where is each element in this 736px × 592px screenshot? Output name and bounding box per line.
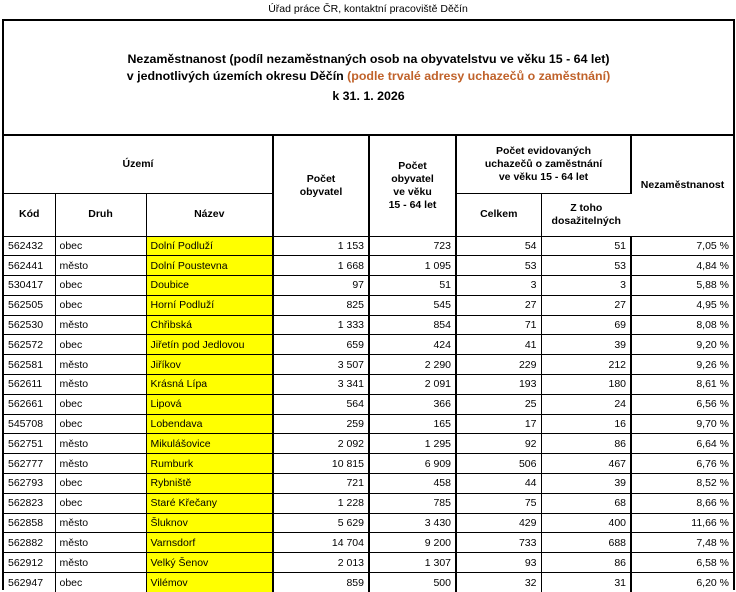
cell-nezamestnanost: 6,58 % bbox=[631, 553, 733, 573]
cell-nezamestnanost: 11,66 % bbox=[631, 513, 733, 533]
cell-nazev: Lobendava bbox=[146, 414, 273, 434]
cell-druh: město bbox=[55, 533, 146, 553]
cell-dosazitelnych: 39 bbox=[541, 335, 631, 355]
cell-nezamestnanost: 6,20 % bbox=[696, 576, 730, 589]
cell-nazev: Dolní Podluží bbox=[146, 236, 273, 256]
unemployment-table bbox=[4, 136, 733, 592]
cell-kod: 545708 bbox=[4, 414, 55, 434]
col-group-evidovani-label: Počet evidovaných uchazečů o zaměstnání ve věku 15 - 64 let bbox=[484, 144, 603, 183]
table-head bbox=[4, 136, 733, 236]
cell-pocet-obyvatel: 721 bbox=[273, 474, 369, 494]
cell-kod: 562858 bbox=[4, 513, 55, 533]
cell-celkem: 71 bbox=[456, 315, 541, 335]
cell-kod: 562611 bbox=[4, 375, 55, 395]
cell-nezamestnanost: 5,88 % bbox=[631, 276, 733, 296]
cell-celkem: 27 bbox=[456, 295, 541, 315]
cell-nazev: Lipová bbox=[146, 394, 273, 414]
cell-dosazitelnych: 212 bbox=[541, 355, 631, 375]
col-nazev: Název bbox=[146, 193, 273, 236]
cell-druh: město bbox=[55, 355, 146, 375]
cell-celkem: 733 bbox=[456, 533, 541, 553]
cell-dosazitelnych: 68 bbox=[541, 493, 631, 513]
table-row bbox=[4, 394, 733, 414]
cell-dosazitelnych: 467 bbox=[541, 454, 631, 474]
report-frame bbox=[2, 19, 735, 590]
cell-kod: 562661 bbox=[4, 394, 55, 414]
table-row bbox=[4, 474, 733, 494]
cell-dosazitelnych: 27 bbox=[541, 295, 631, 315]
cell-druh: obec bbox=[55, 573, 146, 592]
title-line-2-accent: (podle trvalé adresy uchazečů o zaměstnání) bbox=[347, 68, 611, 83]
table-row bbox=[4, 434, 733, 454]
title-line-2-main: v jednotlivých územích okresu Děčín bbox=[126, 68, 348, 83]
cell-pocet-obyvatel: 3 507 bbox=[273, 355, 369, 375]
cell-celkem: 32 bbox=[456, 573, 541, 592]
cell-kod: 562432 bbox=[4, 236, 55, 256]
cell-pocet-obyvatel-vek: 2 091 bbox=[369, 375, 456, 395]
table-row bbox=[4, 454, 733, 474]
cell-celkem: 193 bbox=[456, 375, 541, 395]
table-row bbox=[4, 493, 733, 513]
cell-nezamestnanost: 8,61 % bbox=[631, 375, 733, 395]
title-block bbox=[4, 21, 733, 136]
cell-pocet-obyvatel: 2 013 bbox=[273, 553, 369, 573]
cell-nezamestnanost: 9,26 % bbox=[631, 355, 733, 375]
table-row bbox=[4, 295, 733, 315]
cell-druh: obec bbox=[55, 276, 146, 296]
cell-pocet-obyvatel: 1 668 bbox=[273, 256, 369, 276]
cell-pocet-obyvatel: 10 815 bbox=[273, 454, 369, 474]
col-pocet-obyvatel-label: Počet obyvatel bbox=[299, 172, 343, 198]
cell-druh: město bbox=[55, 375, 146, 395]
cell-nazev: Staré Křečany bbox=[146, 493, 273, 513]
cell-nezamestnanost: 7,05 % bbox=[631, 236, 733, 256]
cell-celkem: 41 bbox=[456, 335, 541, 355]
cell-pocet-obyvatel-vek: 545 bbox=[369, 295, 456, 315]
cell-druh: město bbox=[55, 256, 146, 276]
cell-druh: obec bbox=[55, 493, 146, 513]
cell-nazev: Horní Podluží bbox=[146, 295, 273, 315]
table-row bbox=[4, 553, 733, 573]
table-row bbox=[4, 276, 733, 296]
col-kod: Kód bbox=[4, 193, 55, 236]
cell-celkem: 25 bbox=[456, 394, 541, 414]
cell-pocet-obyvatel: 2 092 bbox=[273, 434, 369, 454]
cell-celkem: 54 bbox=[456, 236, 541, 256]
cell-kod: 530417 bbox=[4, 276, 55, 296]
cell-druh: město bbox=[55, 315, 146, 335]
col-dosazitelnych bbox=[541, 193, 631, 236]
table-row bbox=[4, 375, 733, 395]
cell-kod: 562505 bbox=[4, 295, 55, 315]
cell-kod: 562581 bbox=[4, 355, 55, 375]
cell-celkem: 92 bbox=[456, 434, 541, 454]
cell-nezamestnanost: 6,56 % bbox=[631, 394, 733, 414]
table-row bbox=[4, 236, 733, 256]
cell-druh: obec bbox=[55, 474, 146, 494]
cell-nezamestnanost: 8,08 % bbox=[631, 315, 733, 335]
col-nezamestnanost: Nezaměstnanost bbox=[631, 136, 733, 236]
cell-celkem: 93 bbox=[456, 553, 541, 573]
col-pocet-obyvatel-vek-label: Počet obyvatel ve věku 15 - 64 let bbox=[388, 159, 437, 211]
cell-pocet-obyvatel-vek: 1 307 bbox=[369, 553, 456, 573]
cell-nazev: Krásná Lípa bbox=[146, 375, 273, 395]
cell-dosazitelnych: 31 bbox=[541, 573, 631, 592]
cell-nazev: Chřibská bbox=[146, 315, 273, 335]
cell-pocet-obyvatel: 825 bbox=[273, 295, 369, 315]
col-dosazitelnych-label: Z toho dosažitelných bbox=[551, 201, 621, 227]
cell-nazev: Varnsdorf bbox=[146, 533, 273, 553]
cell-pocet-obyvatel: 659 bbox=[273, 335, 369, 355]
cell-pocet-obyvatel-vek: 9 200 bbox=[369, 533, 456, 553]
cell-pocet-obyvatel: 14 704 bbox=[273, 533, 369, 553]
cell-nazev: Rumburk bbox=[146, 454, 273, 474]
cell-nazev: Vilémov bbox=[146, 573, 273, 592]
cell-pocet-obyvatel-vek: 500 bbox=[369, 573, 456, 592]
cell-pocet-obyvatel: 1 153 bbox=[273, 236, 369, 256]
cell-nezamestnanost: 8,66 % bbox=[631, 493, 733, 513]
title-line-2 bbox=[127, 68, 610, 85]
cell-pocet-obyvatel-vek: 785 bbox=[369, 493, 456, 513]
cell-kod: 562882 bbox=[4, 533, 55, 553]
cell-celkem: 3 bbox=[456, 276, 541, 296]
cell-druh: obec bbox=[55, 236, 146, 256]
cell-druh: obec bbox=[55, 335, 146, 355]
cell-celkem: 429 bbox=[456, 513, 541, 533]
cell-pocet-obyvatel: 5 629 bbox=[273, 513, 369, 533]
cell-pocet-obyvatel: 1 228 bbox=[273, 493, 369, 513]
cell-kod: 562441 bbox=[4, 256, 55, 276]
cell-dosazitelnych: 16 bbox=[541, 414, 631, 434]
col-pocet-obyvatel-vek bbox=[369, 136, 456, 236]
cell-nazev: Rybniště bbox=[146, 474, 273, 494]
cell-pocet-obyvatel: 564 bbox=[273, 394, 369, 414]
cell-kod: 562530 bbox=[4, 315, 55, 335]
cell-nazev: Mikulášovice bbox=[146, 434, 273, 454]
cell-kod: 562777 bbox=[4, 454, 55, 474]
cell-celkem: 506 bbox=[456, 454, 541, 474]
cell-pocet-obyvatel: 859 bbox=[273, 573, 369, 592]
cell-pocet-obyvatel-vek: 1 295 bbox=[369, 434, 456, 454]
cell-pocet-obyvatel: 1 333 bbox=[273, 315, 369, 335]
col-druh: Druh bbox=[55, 193, 146, 236]
table-row bbox=[4, 335, 733, 355]
cell-nezamestnanost: 6,64 % bbox=[631, 434, 733, 454]
cell-dosazitelnych: 51 bbox=[541, 236, 631, 256]
table-row bbox=[4, 315, 733, 335]
cell-pocet-obyvatel: 97 bbox=[273, 276, 369, 296]
cell-druh: obec bbox=[55, 414, 146, 434]
cell-druh: město bbox=[55, 513, 146, 533]
col-group-uzemi: Území bbox=[4, 136, 273, 193]
table-row bbox=[4, 355, 733, 375]
title-line-1: Nezaměstnanost (podíl nezaměstnaných osob na obyvatelstvu ve věku 15 - 64 let) bbox=[127, 51, 610, 66]
cell-kod: 562912 bbox=[4, 553, 55, 573]
cell-nezamestnanost: 4,95 % bbox=[631, 295, 733, 315]
cell-dosazitelnych: 86 bbox=[541, 434, 631, 454]
table-row bbox=[4, 533, 733, 553]
cell-dosazitelnych: 180 bbox=[541, 375, 631, 395]
cell-nezamestnanost: 7,48 % bbox=[631, 533, 733, 553]
col-pocet-obyvatel bbox=[273, 136, 369, 236]
cell-pocet-obyvatel-vek: 3 430 bbox=[369, 513, 456, 533]
cell-pocet-obyvatel: 259 bbox=[273, 414, 369, 434]
cell-druh: město bbox=[55, 434, 146, 454]
table-row bbox=[4, 513, 733, 533]
cell-nezamestnanost: 6,76 % bbox=[631, 454, 733, 474]
cell-dosazitelnych: 400 bbox=[541, 513, 631, 533]
cell-pocet-obyvatel-vek: 723 bbox=[369, 236, 456, 256]
cell-kod: 562947 bbox=[4, 573, 55, 592]
office-header: Úřad práce ČR, kontaktní pracoviště Děčín bbox=[268, 3, 468, 15]
cell-pocet-obyvatel-vek: 2 290 bbox=[369, 355, 456, 375]
cell-kod: 562793 bbox=[4, 474, 55, 494]
cell-celkem: 53 bbox=[456, 256, 541, 276]
cell-pocet-obyvatel-vek: 458 bbox=[369, 474, 456, 494]
cell-pocet-obyvatel: 3 341 bbox=[273, 375, 369, 395]
cell-druh: město bbox=[55, 553, 146, 573]
cell-nazev: Doubice bbox=[146, 276, 273, 296]
cell-druh: obec bbox=[55, 394, 146, 414]
cell-pocet-obyvatel-vek: 366 bbox=[369, 394, 456, 414]
cell-dosazitelnych: 86 bbox=[541, 553, 631, 573]
cell-nezamestnanost: 9,70 % bbox=[631, 414, 733, 434]
cell-celkem: 229 bbox=[456, 355, 541, 375]
cell-nazev: Jiříkov bbox=[146, 355, 273, 375]
cell-druh: město bbox=[55, 454, 146, 474]
cell-dosazitelnych: 24 bbox=[541, 394, 631, 414]
cell-druh: obec bbox=[55, 295, 146, 315]
col-celkem: Celkem bbox=[456, 193, 541, 236]
cell-nezamestnanost: 8,52 % bbox=[631, 474, 733, 494]
table-body bbox=[4, 236, 733, 592]
cell-dosazitelnych: 53 bbox=[541, 256, 631, 276]
cell-dosazitelnych: 39 bbox=[541, 474, 631, 494]
table-row bbox=[4, 573, 733, 592]
cell-pocet-obyvatel-vek: 854 bbox=[369, 315, 456, 335]
cell-kod: 562823 bbox=[4, 493, 55, 513]
cell-pocet-obyvatel-vek: 165 bbox=[369, 414, 456, 434]
cell-nezamestnanost: 9,20 % bbox=[631, 335, 733, 355]
cell-nazev: Jiřetín pod Jedlovou bbox=[146, 335, 273, 355]
cell-celkem: 44 bbox=[456, 474, 541, 494]
cell-pocet-obyvatel-vek: 1 095 bbox=[369, 256, 456, 276]
table-row bbox=[4, 256, 733, 276]
title-date: k 31. 1. 2026 bbox=[332, 88, 405, 103]
cell-kod: 562572 bbox=[4, 335, 55, 355]
cell-pocet-obyvatel-vek: 51 bbox=[369, 276, 456, 296]
cell-nazev: Dolní Poustevna bbox=[146, 256, 273, 276]
cell-nazev: Šluknov bbox=[146, 513, 273, 533]
cell-dosazitelnych: 688 bbox=[541, 533, 631, 553]
table-row bbox=[4, 414, 733, 434]
cell-dosazitelnych: 69 bbox=[541, 315, 631, 335]
cell-pocet-obyvatel-vek: 424 bbox=[369, 335, 456, 355]
cell-pocet-obyvatel-vek: 6 909 bbox=[369, 454, 456, 474]
cell-celkem: 75 bbox=[456, 493, 541, 513]
col-group-evidovani bbox=[456, 136, 631, 193]
cell-nazev: Velký Šenov bbox=[146, 553, 273, 573]
cell-dosazitelnych: 3 bbox=[541, 276, 631, 296]
cell-kod: 562751 bbox=[4, 434, 55, 454]
cell-celkem: 17 bbox=[456, 414, 541, 434]
cell-nezamestnanost: 4,84 % bbox=[631, 256, 733, 276]
